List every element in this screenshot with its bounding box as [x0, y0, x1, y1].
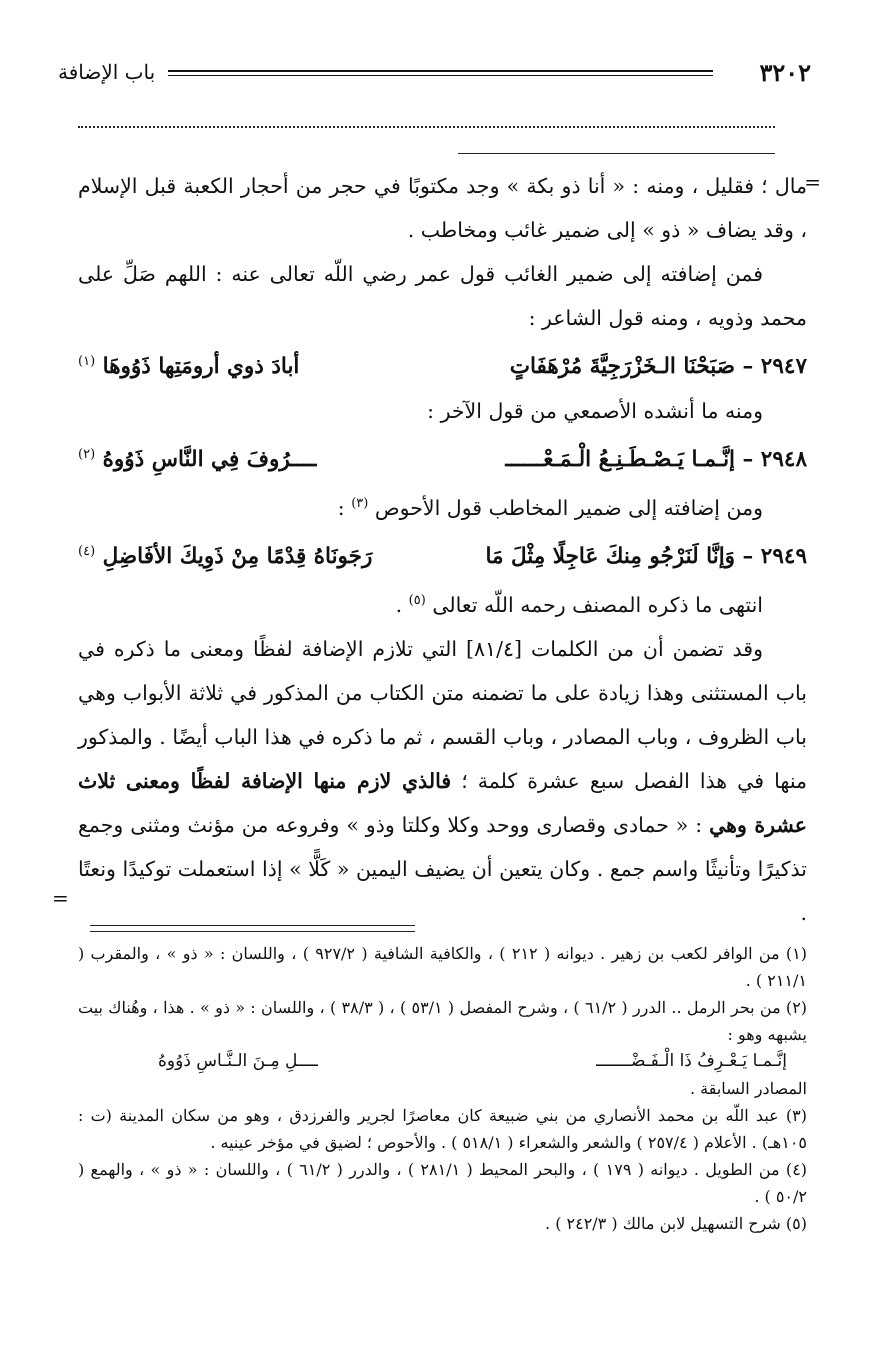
bold-phrase: فالذي لازم منها الإضافة لفظًا ومعنى ثلاث عشرة وهي: [78, 769, 807, 838]
footnote-ref: (٣): [351, 496, 369, 512]
verse-second-hemistich: أبادَ ذوي أرومَتِها ذَوُوهَا: [102, 354, 300, 380]
verse-first-hemistich: إنَّـمـا يَـصْـطَـنِـعُ الْـمَـعْــــــ: [505, 447, 736, 473]
punctuation: :: [337, 496, 345, 521]
paragraph-asmai: ومنه ما أنشده الأصمعي من قول الآخر :: [427, 399, 763, 424]
verse-second-hemistich: رَجَونَاهُ قِدْمًا مِنْ ذَوِيكَ الأفَاضِلِ: [102, 544, 373, 570]
footnote-1: (١) من الوافر لكعب بن زهير . ديوانه ( ٢١٢ ) ، والكافية الشافية ( ٩٢٧/٢ ) ، واللسان : « ذو » ، والمقرب ( ٢١١/١ ) .: [78, 944, 808, 990]
footnotes: [78, 940, 807, 1237]
footnote-ref: (٢): [78, 447, 96, 463]
paragraph-text: وقد تضمن أن من الكلمات [٨١/٤] التي تلازم الإضافة لفظًا ومعنى ما ذكره في باب المستثنى وهذا زيادة على ما تضمنه متن الكتاب من المذكور في ثلاثة الأبواب وهي باب الظروف ، وباب المصادر ، وباب القسم ، ثم ما ذكره في هذا الباب أيضًا . والمذكور منها في هذا الفصل سبع عشرة كلمة ؛: [78, 637, 807, 794]
dotted-separator: [78, 126, 775, 138]
paragraph-text: انتهى ما ذكره المصنف رحمه اللّه تعالى: [432, 593, 763, 618]
verse-number: ٢٩٤٨ –: [742, 447, 807, 473]
footnote-ref: (٥): [408, 593, 426, 609]
footnote-5: (٥) شرح التسهيل لابن مالك ( ٢٤٢/٣ ) .: [545, 1214, 807, 1233]
footnote-verse: [78, 1048, 807, 1075]
footnote-4: (٤) من الطويل . ديوانه ( ١٧٩ ) ، والبحر المحيط ( ٢٨١/١ ) ، والدرر ( ٦١/٢ ) ، واللسان : « ذو » ، والهمع ( ٥٠/٢ ) .: [78, 1160, 808, 1206]
continuation-mark: =: [804, 170, 821, 194]
verse-first-hemistich: وَإنَّا لَنَرْجُو مِنكَ عَاجِلًا مِثْلَ مَا: [485, 544, 736, 570]
page-header: [58, 54, 811, 90]
footnote-ref: (٤): [78, 544, 96, 560]
footnote-rule: [90, 925, 415, 926]
header-rule: [168, 70, 713, 76]
paragraph-ghaib: فمن إضافته إلى ضمير الغائب قول عمر رضي اللّه تعالى عنه : اللهم صَلِّ على محمد وذويه ، ومنه قول الشاعر :: [78, 262, 807, 330]
footnote-2: (٢) من بحر الرمل .. الدرر ( ٦١/٢ ) ، وشرح المفصل ( ٥٣/١ ) ، ( ٣٨/٣ ) ، واللسان : « ذو » . هذا ، وهُناك بيت يشبهه وهو :: [78, 998, 808, 1044]
footnote-rule: [90, 931, 415, 932]
verse-2948: [78, 433, 807, 482]
verse-second-hemistich: ــــلِ مِـنَ الـنَّـاسِ ذَوُوهُ: [158, 1051, 318, 1071]
continuation-rule: [458, 153, 775, 154]
paragraph-end-quote: [78, 579, 807, 627]
verse-second-hemistich: ــــرُوفَ فِي النَّاسِ ذَوُوهُ: [102, 447, 317, 473]
verse-2949: [78, 530, 807, 579]
page-number: ٣٢٠٢: [759, 58, 811, 87]
running-title: باب الإضافة: [58, 60, 156, 84]
verse-2947: [78, 340, 807, 389]
footnote-2-tail: المصادر السابقة .: [689, 1079, 807, 1098]
verse-number: ٢٩٤٧ –: [742, 354, 807, 380]
paragraph-text: ومن إضافته إلى ضمير المخاطب قول الأحوص: [374, 496, 763, 521]
punctuation: .: [395, 593, 403, 618]
paragraph-continuation: مال ؛ فقليل ، ومنه : « أنا ذو بكة » وجد مكتوبًا في حجر من أحجار الكعبة قبل الإسلام ، وقد يضاف « ذو » إلى ضمير غائب ومخاطب .: [78, 174, 807, 242]
verse-first-hemistich: إنَّـمـا يَـعْـرِفُ ذَا الْـفَـضْـــــــ: [596, 1051, 787, 1071]
paragraph-text: : « حمادى وقصارى ووحد وكلا وكلتا وذو » وفروعه من مؤنث ومثنى وجمع تذكيرًا وتأنيثًا واسم جمع . وكان يتعين أن يضيف اليمين « كَلًّا » إذا استعملت توكيدًا ونعتًا .: [78, 813, 807, 926]
verse-first-hemistich: صَبَحْنَا الـخَزْرَجِيَّةَ مُرْهَفَاتٍ: [509, 354, 736, 380]
paragraph-commentary: [78, 627, 807, 935]
verse-number: ٢٩٤٩ –: [742, 544, 807, 570]
continuation-mark: =: [52, 886, 69, 910]
footnote-3: (٣) عبد اللّه بن محمد الأنصاري من بني ضبيعة كان معاصرًا لجرير والفرزدق ، وهو من سكان المدينة (ت : ١٠٥هـ) . الأعلام ( ٢٥٧/٤ ) والشعر والشعراء ( ٥١٨/١ ) . والأحوص ؛ لضيق في مؤخر عينيه .: [78, 1106, 807, 1152]
main-text: [78, 164, 807, 935]
paragraph-mukhatab: [78, 482, 807, 530]
footnote-ref: (١): [78, 354, 96, 369]
